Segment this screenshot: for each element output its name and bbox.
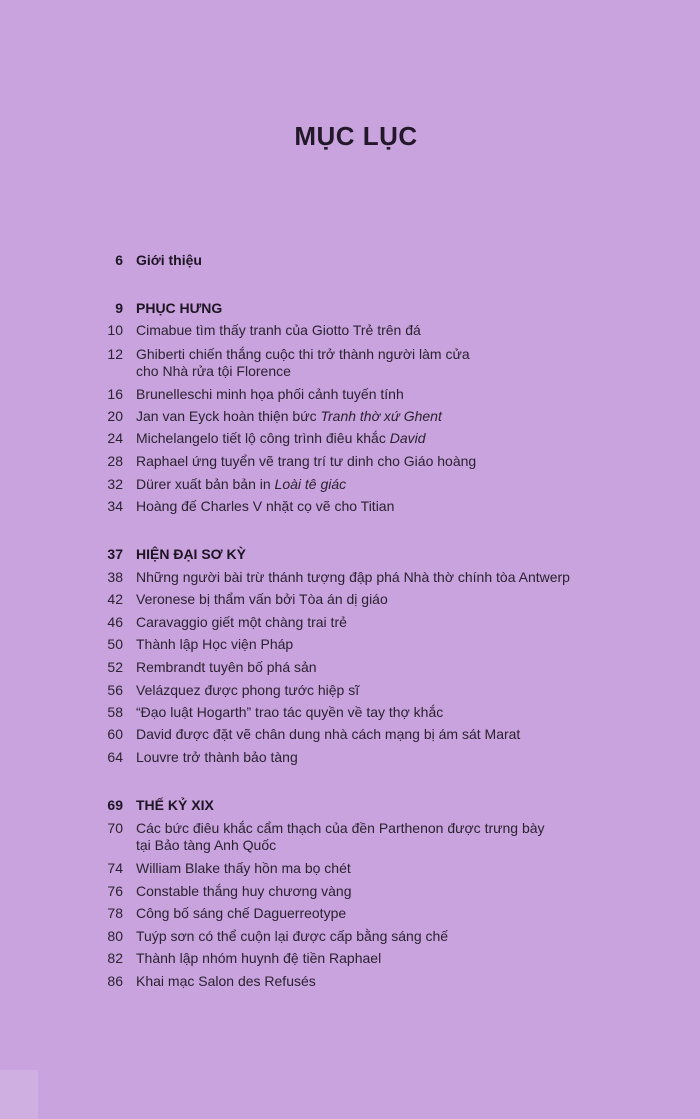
toc-page-number: 20 — [107, 408, 123, 424]
toc-page-number: 82 — [107, 950, 123, 966]
toc-entry-italic-title: Tranh thờ xứ Ghent — [320, 408, 442, 424]
toc-page-number: 38 — [107, 569, 123, 585]
toc-page-number: 80 — [107, 928, 123, 944]
toc-entry-title: Thành lập nhóm huynh đệ tiền Raphael — [136, 950, 382, 966]
toc-page-number: 58 — [107, 704, 123, 720]
page-title: MỤC LỤC — [294, 121, 418, 151]
toc-entry-title: David được đặt vẽ chân dung nhà cách mạng bị ám sát Marat — [136, 726, 521, 742]
toc-entry-title: “Đạo luật Hogarth” trao tác quyền về tay thợ khắc — [136, 704, 444, 720]
toc-entry-title: Caravaggio giết một chàng trai trẻ — [136, 614, 347, 630]
toc-entry-title: Những người bài trừ thánh tượng đập phá Nhà thờ chính tòa Antwerp — [136, 569, 570, 585]
toc-entry-title: Tuýp sơn có thể cuộn lại được cấp bằng sáng chế — [136, 928, 449, 944]
toc-page-number: 56 — [107, 682, 123, 698]
toc-page-number: 37 — [107, 546, 123, 562]
toc-page-number: 74 — [107, 860, 123, 876]
toc-entry-title: cho Nhà rửa tội Florence — [136, 363, 291, 379]
toc-page-number: 12 — [107, 346, 123, 362]
toc-page-number: 32 — [107, 476, 123, 492]
toc-page-number: 76 — [107, 883, 123, 899]
toc-page-number: 28 — [107, 453, 123, 469]
toc-section-title: THẾ KỶ XIX — [136, 797, 214, 813]
toc-page-number: 16 — [107, 386, 123, 402]
toc-entry-title: Thành lập Học viện Pháp — [136, 636, 294, 652]
toc-entry-italic-title: Loài tê giác — [274, 476, 347, 492]
toc-entry-title: Khai mạc Salon des Refusés — [136, 973, 316, 989]
toc-entry-title: Các bức điêu khắc cẩm thạch của đền Parthenon được trưng bày — [136, 820, 545, 836]
toc-page-number: 46 — [107, 614, 123, 630]
toc-entry-title: Velázquez được phong tước hiệp sĩ — [136, 682, 360, 698]
toc-page-number: 24 — [107, 430, 123, 446]
toc-entry-title: Jan van Eyck hoàn thiện bức Tranh thờ xứ Ghent — [136, 408, 442, 424]
toc-entry-title: Veronese bị thẩm vấn bởi Tòa án dị giáo — [136, 591, 388, 607]
toc-entry-title: Raphael ứng tuyển vẽ trang trí tư dinh cho Giáo hoàng — [136, 453, 477, 469]
toc-entry-italic-title: David — [389, 430, 426, 446]
toc-page-number: 6 — [115, 252, 123, 268]
toc-page-number: 42 — [107, 591, 123, 607]
toc-entry-title: Brunelleschi minh họa phối cảnh tuyến tính — [136, 386, 404, 402]
toc-section-title: PHỤC HƯNG — [136, 300, 223, 316]
page-corner-shade — [0, 1070, 38, 1119]
toc-page-number: 64 — [107, 749, 123, 765]
toc-entry-title: Công bố sáng chế Daguerreotype — [136, 905, 347, 921]
toc-section-title: HIỆN ĐẠI SƠ KỲ — [136, 546, 246, 562]
toc-entry-title: Michelangelo tiết lộ công trình điêu khắc David — [136, 430, 426, 446]
toc-entry-title: Cimabue tìm thấy tranh của Giotto Trẻ trên đá — [136, 322, 421, 338]
toc-page-number: 70 — [107, 820, 123, 836]
toc-page-number: 69 — [107, 797, 123, 813]
toc-entry-title: Rembrandt tuyên bố phá sản — [136, 659, 317, 675]
toc-page-number: 86 — [107, 973, 123, 989]
toc-page-number: 34 — [107, 498, 123, 514]
toc-page-number: 60 — [107, 726, 123, 742]
toc-page-number: 78 — [107, 905, 123, 921]
toc-entry-title: Hoàng đế Charles V nhặt cọ vẽ cho Titian — [136, 498, 395, 514]
toc-entry-title: Louvre trở thành bảo tàng — [136, 749, 298, 765]
toc-entry-title: Constable thắng huy chương vàng — [136, 883, 352, 899]
toc-entry-title: William Blake thấy hồn ma bọ chét — [136, 860, 351, 876]
toc-entry-title: tại Bảo tàng Anh Quốc — [136, 837, 277, 853]
toc-page-number: 9 — [115, 300, 123, 316]
toc-entry-title: Ghiberti chiến thắng cuộc thi trở thành người làm cửa — [136, 346, 470, 362]
toc-page-number: 10 — [107, 322, 123, 338]
toc-page-number: 52 — [107, 659, 123, 675]
toc-page-number: 50 — [107, 636, 123, 652]
toc-entry-title: Dürer xuất bản bản in Loài tê giác — [136, 476, 347, 492]
toc-entry-title: Giới thiệu — [136, 252, 202, 268]
